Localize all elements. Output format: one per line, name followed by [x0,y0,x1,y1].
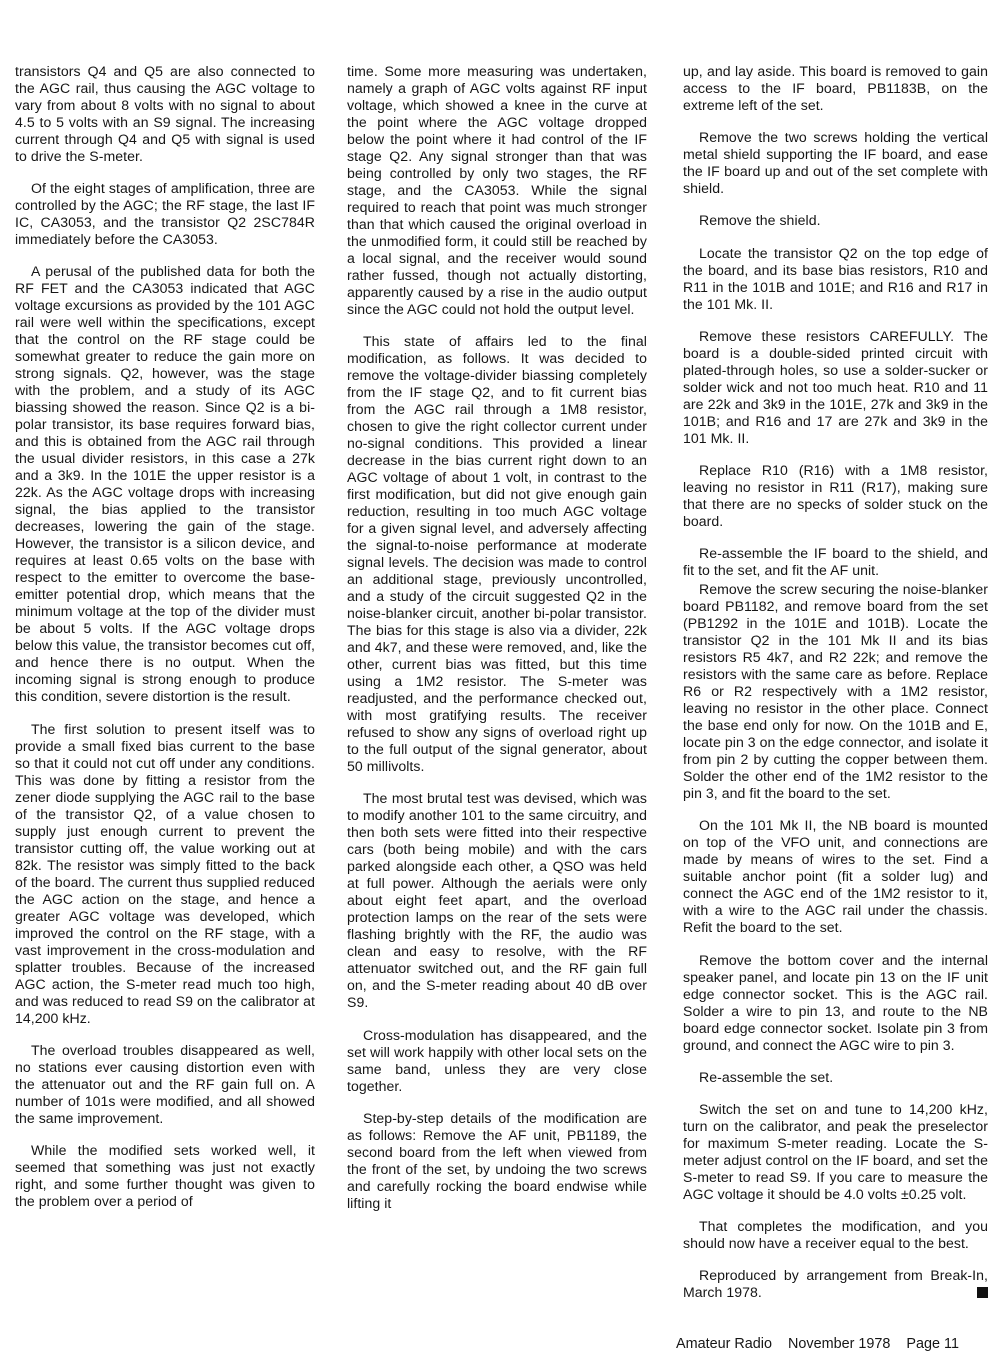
paragraph: Locate the transistor Q2 on the top edge of the board, and its base bias resistors, R10 and R11 in the 101B and 101E; and R16 and R17 in the 101 Mk. II. [683,244,988,312]
paragraph: Remove the screw securing the noise-blanker board PB1182, and remove board from the set (PB1292 in the 101E and 101B). Locate the transistor Q2 in the 101 Mk II and its bias resistors R5 4k7, and R2 22k; and remove the resistors with the same care as before. Replace R6 or R2 respectively with a 1M2 resistor, leaving no resistor in the other place. Connect the base end only for now. On the 101B and E, locate pin 3 on the edge connector, and isolate it from pin 2 by cutting the copper between them. Solder the other end of the 1M2 resistor to the pin 3, and fit the board to the set. [683,581,988,802]
article-column-3 [683,63,988,1316]
paragraph: While the modified sets worked well, it seemed that something was just not exactly right, and some further thought was given to the problem over a period of [15,1141,315,1209]
paragraph: transistors Q4 and Q5 are also connected to the AGC rail, thus causing the AGC voltage to vary from about 8 volts with no signal to about 4.5 to 5 volts with an S9 signal. The increasing current through Q4 and Q5 with signal is used to drive the S-meter. [15,63,315,164]
paragraph: The most brutal test was devised, which was to modify another 101 to the same circuitry, and then both sets were fitted into their respective cars (both being mobile) and with the cars parked alongside each other, a QSO was held at full power. Although the aerials were only about eight feet apart, and the overload protection lamps on the rear of the sets were flashing brightly with the RF, the audio was clean and easy to resolve, with the RF attenuator switched out, and the RF gain full on, and the S-meter reading about 40 dB over S9. [347,790,647,1011]
publication-name: Amateur Radio [676,1336,772,1352]
paragraph: Step-by-step details of the modification are as follows: Remove the AF unit, PB1189, the second board from the left when viewed from the front of the set, by undoing the two screws and carefully rocking the board endwise while lifting it [347,1109,647,1211]
paragraph: The first solution to present itself was to provide a small fixed bias current to the base so that it could not cut off under any conditions. This was done by fitting a resistor from the zener diode supplying the AGC rail to the base of the transistor Q2, of a value chosen to supply just enough current to prevent the transistor cutting off, the value working out at 82k. The resistor was simply fitted to the back of the board. The current thus supplied reduced the AGC action on the stage, and hence a greater AGC voltage was developed, which improved the control on the RF stage, with a vast improvement in the cross-modulation and splatter troubles. Because of the increased AGC action, the S-meter read much too high, and was reduced to read S9 on the calibrator at 14,200 kHz. [15,720,315,1026]
paragraph: Replace R10 (R16) with a 1M8 resistor, leaving no resistor in R11 (R17), making sure that there are no specks of solder stuck on the board. [683,461,988,529]
paragraph: That completes the modification, and you should now have a receiver equal to the best. [683,1218,988,1252]
paragraph: Remove the two screws holding the vertical metal shield supporting the IF board, and ease the IF board up and out of the set complete with shield. [683,129,988,197]
end-of-article-mark [977,1287,988,1298]
page-number: Page 11 [906,1336,959,1352]
paragraph: Re-assemble the IF board to the shield, and fit to the set, and fit the AF unit. [683,545,988,579]
paragraph: Remove these resistors CAREFULLY. The board is a double-sided printed circuit with plated-through holes, so use a solder-sucker or solder wick and not too much heat. R10 and 11 are 22k and 3k9 in the 101E, 27k and 3k9 in the 101B; and R16 and 17 are 27k and 3k9 in the 101 Mk. II. [683,327,988,446]
reproduction-credit: Reproduced by arrangement from Break-In, March 1978. [683,1267,988,1301]
article-column-2 [347,63,647,1227]
paragraph: On the 101 Mk II, the NB board is mounted on top of the VFO unit, and connections are made by means of wires to the set. Find a suitable anchor point (fit a solder lug) and connect the AGC end of the 1M2 resistor to it, with a wire to the AGC rail under the chassis. Refit the board to the set. [683,817,988,936]
credit-paragraph [683,1267,988,1301]
paragraph: Re-assemble the set. [699,1068,834,1085]
paragraph: Remove the bottom cover and the internal speaker panel, and locate pin 13 on the IF unit edge connector socket. This is the AGC rail. Solder a wire to pin 13, and route to the NB board edge connector socket. Isolate pin 3 from ground, and connect the AGC wire to pin 3. [683,951,988,1053]
paragraph: Cross-modulation has disappeared, and the set will work happily with other local sets on the same band, unless they are very close together. [347,1026,647,1094]
article-column-1 [15,63,315,1225]
paragraph: The overload troubles disappeared as well, no stations ever causing distortion even with the attenuator out and the RF gain full on. A number of 101s were modified, and all showed the same improvement. [15,1041,315,1126]
paragraph: This state of affairs led to the final modification, as follows. It was decided to remove the voltage-divider biassing completely from the IF stage Q2, and to fit current bias from the AGC rail through a 1M8 resistor, chosen to give the right collector current under no-signal conditions. This provided a linear decrease in the bias current right down to an AGC voltage of about 1 volt, in contrast to the first modification, but did not give enough gain reduction, resulting in too much AGC voltage for a given signal level, and adversely affecting the signal-to-noise performance at moderate signal levels. The decision was made to control an additional stage, previously uncontrolled, and a study of the circuit suggested Q2 in the noise-blanker circuit, another bi-polar transistor. The bias for this stage is also via a divider, 22k and 4k7, and these were removed, and, like the other, current bias was fitted, but this time using a 1M2 resistor. The S-meter was readjusted, and the performance checked out, with most gratifying results. The receiver refused to show any signs of overload right up to the full output of the signal generator, about 50 millivolts. [347,333,647,775]
paragraph: up, and lay aside. This board is removed to gain access to the IF board, PB1183B, on the extreme left of the set. [683,63,988,113]
paragraph: A perusal of the published data for both the RF FET and the CA3053 indicated that AGC voltage excursions as provided by the 101 AGC rail were well within the specifications, except that the control on the RF stage could be somewhat greater to reduce the gain more on strong signals. Q2, however, was the stage with the problem, and a study of its AGC biassing showed the reason. Since Q2 is a bi-polar transistor, its base requires forward bias, and this is obtained from the AGC rail through the usual divider resistors, in this case a 27k and a 3k9. In the 101E the upper resistor is a 22k. As the AGC voltage drops with increasing signal, the bias applied to the transistor decreases, lowering the gain of the stage. However, the transistor is a silicon device, and requires at least 0.65 volts on the base with respect to the emitter to overcome the base-emitter potential drop, which means that the minimum voltage at the top of the divider must be about 5 volts. If the AGC voltage drops below this value, the transistor becomes cut off, and hence there is no output. When the incoming signal is strong enough to produce this condition, severe distortion is the result. [15,263,315,705]
paragraph: Of the eight stages of amplification, three are controlled by the AGC; the RF stage, the last IF IC, CA3053, and the transistor Q2 2SC784R immediately before the CA3053. [15,180,315,248]
paragraph: Switch the set on and tune to 14,200 kHz, turn on the calibrator, and peak the preselector for maximum S-meter reading. Locate the S-meter adjust control on the IF board, and set the S-meter to read S9. If you care to measure the AGC voltage it should be 4.0 volts ±0.25 volt. [683,1100,988,1202]
issue-date: November 1978 [788,1336,891,1352]
paragraph: time. Some more measuring was undertaken, namely a graph of AGC volts against RF input voltage, which showed a knee in the curve at the point where the AGC voltage dropped below the point where it had control of the IF stage Q2. Any signal stronger than that was being controlled by only two stages, the RF stage, and the CA3053. While the signal required to reach that point was much stronger than that which caused the original overload in the unmodified form, it could still be reached by a local signal, and the receiver would sound rather fussed, though not actually distorting, apparently caused by a rise in the audio output since the AGC could not hold the output level. [347,63,647,317]
page-footer [676,1336,988,1352]
paragraph: Remove the shield. [699,212,821,229]
